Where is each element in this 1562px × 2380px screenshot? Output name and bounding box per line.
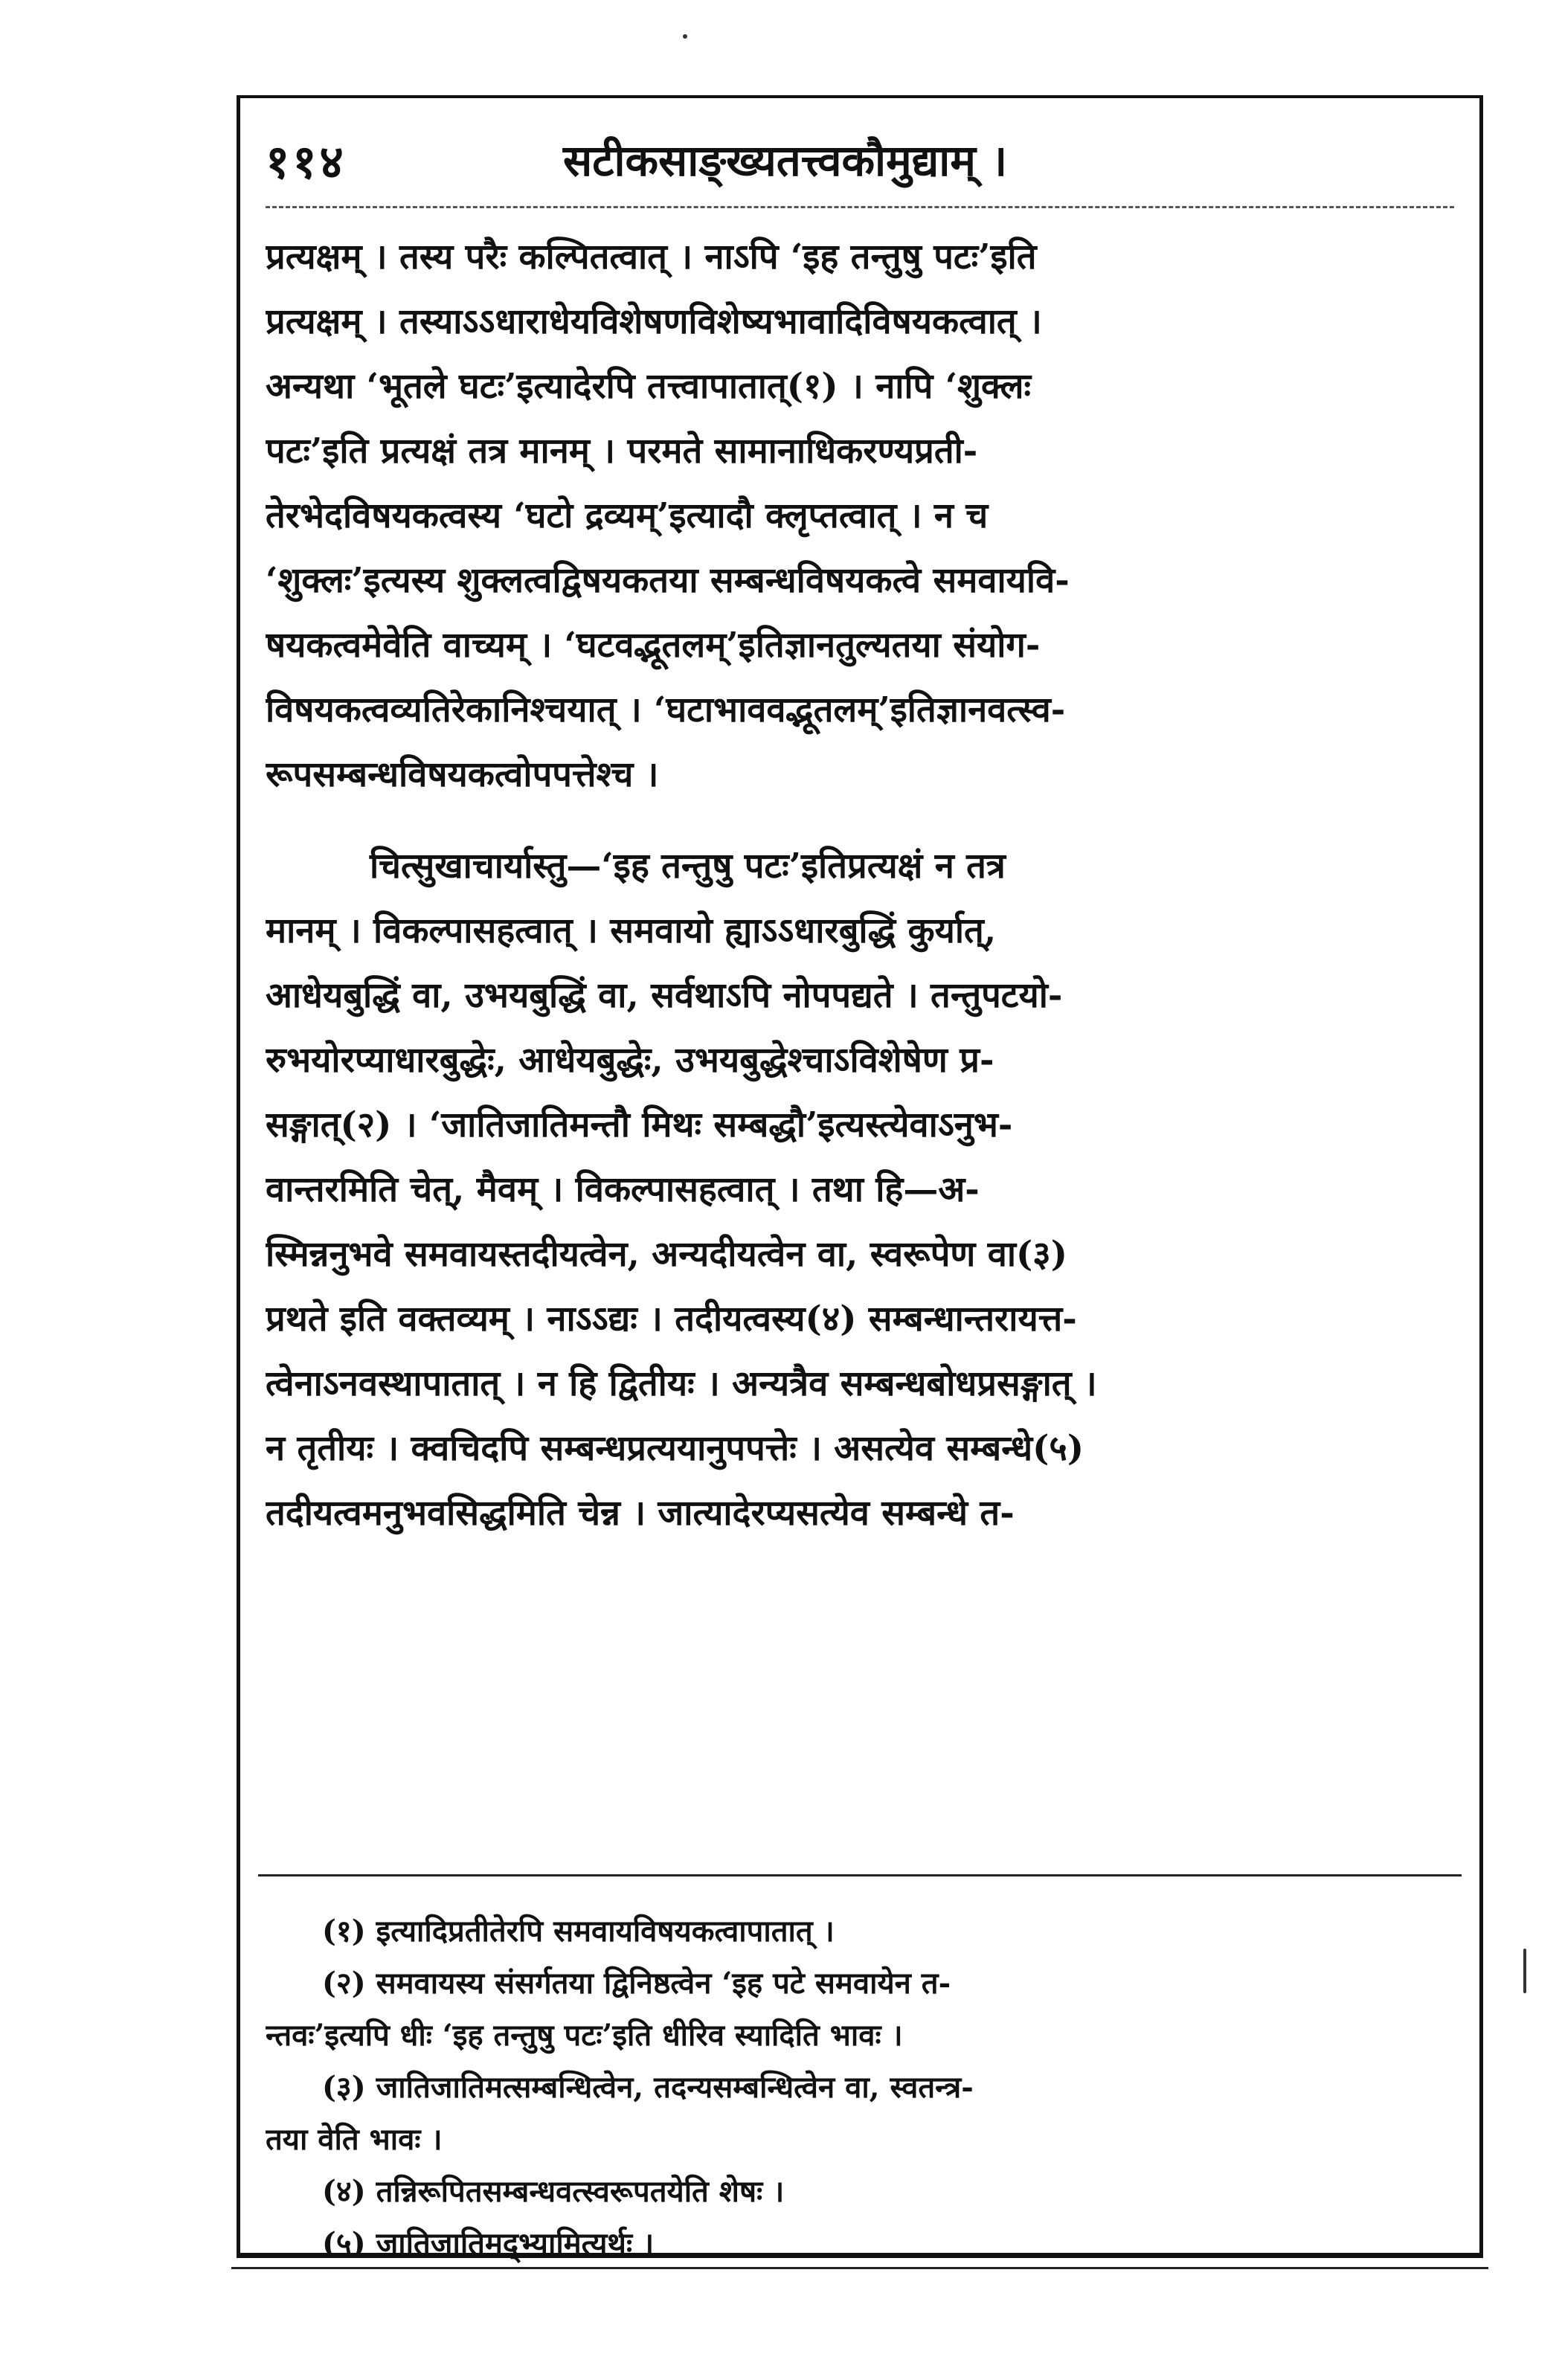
scan-edge-mark [1523, 1949, 1526, 1993]
text-line: त्वेनाऽनवस्थापातात् । न हि द्वितीयः । अन्यत्रैव सम्बन्धबोधप्रसङ्गात् । [266, 1363, 1097, 1404]
text-line: चित्सुखाचार्यास्तु—‘इह तन्तुषु पटः’इतिप्रत्यक्षं न तत्र [370, 846, 1006, 887]
footnote-line: (१) इत्यादिप्रतीतेरपि समवायविषयकत्वापातात् । [322, 1914, 835, 1949]
header-rule [266, 206, 1454, 208]
text-line: अन्यथा ‘भूतले घटः’इत्यादेरपि तत्त्वापातात्(१) । नापि ‘शुक्लः [266, 366, 1031, 407]
text-line: मानम् । विकल्पासहत्वात् । समवायो ह्याऽऽधारबुद्धिं कुर्यात्, [266, 910, 997, 951]
page-frame [237, 95, 1483, 2261]
page-header [266, 120, 1454, 210]
running-title: सटीकसाङ्ख्यतत्त्वकौमुद्याम् । [563, 135, 1008, 186]
text-line: तदीयत्वमनुभवसिद्धमिति चेन्न । जात्यादेरप्यसत्येव सम्बन्धे त- [266, 1493, 1015, 1534]
paragraph-gap [266, 807, 1457, 834]
text-line: षयकत्वमेवेति वाच्यम् । ‘घटवद्भूतलम्’इतिज्ञानतुल्यतया संयोग- [266, 625, 1041, 666]
text-line: वान्तरमिति चेत्, मैवम् । विकल्पासहत्वात् । तथा हि—अ- [266, 1169, 980, 1210]
text-line: पटः’इति प्रत्यक्षं तत्र मानम् । परमते सामानाधिकरण्यप्रती- [266, 431, 978, 472]
text-line: प्रथते इति वक्तव्यम् । नाऽऽद्यः । तदीयत्वस्य(४) सम्बन्धान्तरायत्त- [266, 1299, 1077, 1339]
footnote-rule [258, 1874, 1462, 1876]
text-line: स्मिन्ननुभवे समवायस्तदीयत्वेन, अन्यदीयत्वेन वा, स्वरूपेण वा(३) [266, 1234, 1067, 1275]
text-line: आधेयबुद्धिं वा, उभयबुद्धिं वा, सर्वथाऽपि नोपपद्यते । तन्तुपटयो- [266, 975, 1063, 1016]
footnote-line: (४) तन्निरूपितसम्बन्धवत्स्वरूपतयेति शेषः । [322, 2174, 785, 2209]
text-line: सङ्गात्(२) । ‘जातिजातिमन्तौ मिथः सम्बद्धौ’इत्यस्त्येवाऽनुभ- [266, 1104, 1013, 1145]
text-line: न तृतीयः । क्वचिदपि सम्बन्धप्रत्ययानुपपत्तेः । असत्येव सम्बन्धे(५) [266, 1428, 1084, 1469]
main-text [266, 225, 1457, 1546]
text-line: रुभयोरप्याधारबुद्धेः, आधेयबुद्धेः, उभयबुद्धेश्चाऽविशेषेण प्र- [266, 1040, 994, 1081]
footnote-line: तया वेति भावः । [266, 2122, 443, 2157]
text-line: प्रत्यक्षम् । तस्याऽऽधाराधेयविशेषणविशेष्यभावादिविषयकत्वात् । [266, 301, 1042, 342]
text-line: रूपसम्बन्धविषयकत्वोपपत्तेश्च । [266, 754, 659, 795]
footnotes [266, 1905, 1457, 2270]
text-line: तेरभेदविषयकत्वस्य ‘घटो द्रव्यम्’इत्यादौ क्लृप्तत्वात् । न च [266, 495, 989, 536]
text-line: प्रत्यक्षम् । तस्य परैः कल्पितत्वात् । नाऽपि ‘इह तन्तुषु पटः’इति [266, 237, 1037, 277]
scan-speck [683, 34, 687, 39]
text-line: ‘शुक्लः’इत्यस्य शुक्लत्वद्विषयकतया सम्बन्धविषयकत्वे समवायवि- [266, 560, 1070, 601]
footnote-line: (५) जातिजातिमद्भ्यामित्यर्थः । [322, 2226, 655, 2261]
page-number: ११४ [266, 135, 347, 189]
footnote-line: न्तवः’इत्यपि धीः ‘इह तन्तुषु पटः’इति धीरिव स्यादिति भावः । [266, 2018, 903, 2053]
text-line: विषयकत्वव्यतिरेकानिश्चयात् । ‘घटाभाववद्भूतलम्’इतिज्ञानवत्स्व- [266, 689, 1066, 730]
footnote-line: (३) जातिजातिमत्सम्बन्धित्वेन, तदन्यसम्बन्धित्वेन वा, स्वतन्त्र- [322, 2070, 974, 2105]
footnote-line: (२) समवायस्य संसर्गतया द्विनिष्ठत्वेन ‘इह पटे समवायेन त- [322, 1966, 951, 2001]
